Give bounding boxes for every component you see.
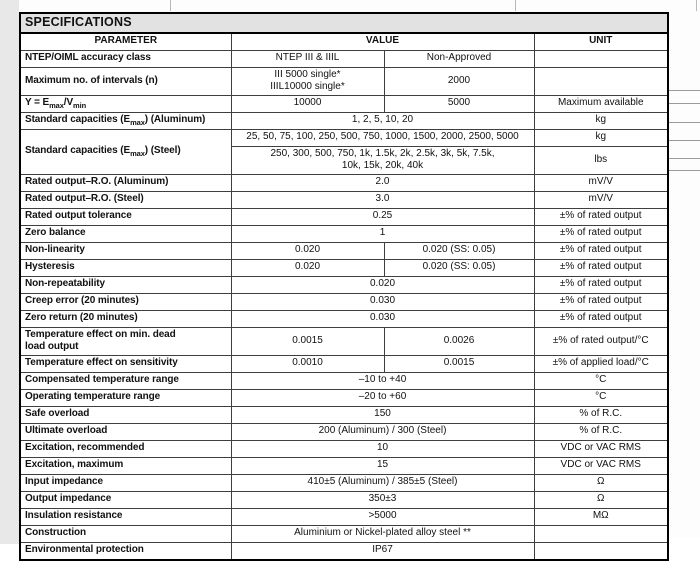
value-cell: 150 xyxy=(231,406,534,423)
cropped-table-above-remnant xyxy=(19,0,700,12)
unit-cell: MΩ xyxy=(534,508,668,525)
table-row xyxy=(20,457,668,474)
value-cell: 3.0 xyxy=(231,191,534,208)
table-row xyxy=(20,225,668,242)
table-row xyxy=(20,129,668,146)
unit-cell: Maximum available xyxy=(534,95,668,112)
value-cell: 5000 xyxy=(384,95,534,112)
value-line: 250, 300, 500, 750, 1k, 1.5k, 2k, 2.5k, 3k, 5k, 7.5k, xyxy=(270,147,495,159)
table-row xyxy=(20,406,668,423)
param-text: Y = E xyxy=(25,96,50,108)
value-cell xyxy=(231,146,534,174)
param-cell: Safe overload xyxy=(20,406,231,423)
param-text: ) (Steel) xyxy=(144,144,181,156)
value-cell: 0.020 (SS: 0.05) xyxy=(384,259,534,276)
value-cell: 2000 xyxy=(384,67,534,95)
param-text: /V xyxy=(63,96,74,108)
param-cell: Non-repeatability xyxy=(20,276,231,293)
remnant-gridline xyxy=(669,90,700,91)
param-cell xyxy=(20,129,231,174)
unit-cell: lbs xyxy=(534,146,668,174)
value-cell: Non-Approved xyxy=(384,50,534,67)
page-left-margin xyxy=(0,0,19,544)
remnant-gridline xyxy=(669,170,700,171)
table-row xyxy=(20,67,668,95)
unit-cell: mV/V xyxy=(534,191,668,208)
param-cell: Construction xyxy=(20,525,231,542)
col-header-value: VALUE xyxy=(231,33,534,51)
param-cell: Maximum no. of intervals (n) xyxy=(20,67,231,95)
table-row xyxy=(20,174,668,191)
value-cell: 10 xyxy=(231,440,534,457)
value-cell: IP67 xyxy=(231,542,534,560)
unit-cell: Ω xyxy=(534,474,668,491)
unit-cell: ±% of rated output xyxy=(534,225,668,242)
value-cell: –20 to +60 xyxy=(231,389,534,406)
unit-cell: % of R.C. xyxy=(534,423,668,440)
unit-cell: ±% of rated output xyxy=(534,259,668,276)
value-cell: >5000 xyxy=(231,508,534,525)
cropped-table-right-remnant xyxy=(669,12,700,537)
param-cell: Temperature effect on sensitivity xyxy=(20,355,231,372)
table-row xyxy=(20,372,668,389)
param-cell: NTEP/OIML accuracy class xyxy=(20,50,231,67)
table-row xyxy=(20,542,668,560)
table-row xyxy=(20,276,668,293)
value-cell: 0.0015 xyxy=(384,355,534,372)
unit-cell: VDC or VAC RMS xyxy=(534,457,668,474)
value-line: 10k, 15k, 20k, 40k xyxy=(341,160,424,172)
param-cell: Operating temperature range xyxy=(20,389,231,406)
unit-cell xyxy=(534,525,668,542)
value-cell: 0.020 (SS: 0.05) xyxy=(384,242,534,259)
param-cell: Hysteresis xyxy=(20,259,231,276)
value-cell: 1 xyxy=(231,225,534,242)
value-cell: –10 to +40 xyxy=(231,372,534,389)
value-cell: 0.0026 xyxy=(384,327,534,355)
param-cell: Rated output–R.O. (Aluminum) xyxy=(20,174,231,191)
value-cell: 0.0015 xyxy=(231,327,384,355)
remnant-gridline xyxy=(669,140,700,141)
param-subscript: min xyxy=(73,100,87,110)
value-cell: 0.020 xyxy=(231,259,384,276)
param-cell: Output impedance xyxy=(20,491,231,508)
param-cell: Creep error (20 minutes) xyxy=(20,293,231,310)
value-cell: 0.25 xyxy=(231,208,534,225)
param-cell: Rated output tolerance xyxy=(20,208,231,225)
specifications-table xyxy=(19,12,669,561)
param-cell: Compensated temperature range xyxy=(20,372,231,389)
table-row xyxy=(20,112,668,129)
value-cell: NTEP III & IIIL xyxy=(231,50,384,67)
value-cell: 200 (Aluminum) / 300 (Steel) xyxy=(231,423,534,440)
param-cell: Non-linearity xyxy=(20,242,231,259)
table-row xyxy=(20,259,668,276)
param-cell: Input impedance xyxy=(20,474,231,491)
unit-cell: ±% of rated output xyxy=(534,276,668,293)
param-subscript: max xyxy=(130,148,145,158)
unit-cell: kg xyxy=(534,112,668,129)
value-cell: 0.020 xyxy=(231,276,534,293)
unit-cell: % of R.C. xyxy=(534,406,668,423)
value-cell: 0.030 xyxy=(231,310,534,327)
table-row xyxy=(20,440,668,457)
param-line: Temperature effect on min. dead xyxy=(25,328,176,340)
unit-cell: ±% of rated output xyxy=(534,310,668,327)
param-text: Standard capacities (E xyxy=(25,113,131,125)
table-row xyxy=(20,525,668,542)
value-cell: 25, 50, 75, 100, 250, 500, 750, 1000, 1500, 2000, 2500, 5000 xyxy=(231,129,534,146)
table-title: SPECIFICATIONS xyxy=(20,13,668,33)
remnant-gridline xyxy=(515,0,516,11)
table-row xyxy=(20,310,668,327)
table-row xyxy=(20,50,668,67)
remnant-gridline xyxy=(669,103,700,104)
table-row xyxy=(20,242,668,259)
unit-cell xyxy=(534,67,668,95)
table-row xyxy=(20,474,668,491)
remnant-gridline xyxy=(669,158,700,159)
param-subscript: max xyxy=(49,100,64,110)
param-cell: Environmental protection xyxy=(20,542,231,560)
unit-cell: ±% of rated output xyxy=(534,242,668,259)
unit-cell: mV/V xyxy=(534,174,668,191)
table-row xyxy=(20,191,668,208)
value-cell: Aluminium or Nickel-plated alloy steel ** xyxy=(231,525,534,542)
value-cell: 15 xyxy=(231,457,534,474)
param-subscript: max xyxy=(130,117,145,127)
table-row xyxy=(20,293,668,310)
value-cell: 1, 2, 5, 10, 20 xyxy=(231,112,534,129)
unit-cell xyxy=(534,50,668,67)
param-text: ) (Aluminum) xyxy=(144,113,206,125)
unit-cell: °C xyxy=(534,372,668,389)
unit-cell: ±% of rated output/°C xyxy=(534,327,668,355)
unit-cell: kg xyxy=(534,129,668,146)
param-cell: Excitation, maximum xyxy=(20,457,231,474)
table-row xyxy=(20,327,668,355)
param-cell: Zero balance xyxy=(20,225,231,242)
table-row xyxy=(20,95,668,112)
col-header-parameter: PARAMETER xyxy=(20,33,231,51)
unit-cell: ±% of rated output xyxy=(534,208,668,225)
remnant-gridline xyxy=(170,0,171,11)
value-cell: 10000 xyxy=(231,95,384,112)
param-cell xyxy=(20,112,231,129)
value-cell: 0.030 xyxy=(231,293,534,310)
value-cell: 410±5 (Aluminum) / 385±5 (Steel) xyxy=(231,474,534,491)
param-cell: Excitation, recommended xyxy=(20,440,231,457)
unit-cell: ±% of rated output xyxy=(534,293,668,310)
unit-cell: Ω xyxy=(534,491,668,508)
param-cell: Insulation resistance xyxy=(20,508,231,525)
unit-cell xyxy=(534,542,668,560)
value-line: III 5000 single* xyxy=(274,68,341,80)
col-header-unit: UNIT xyxy=(534,33,668,51)
column-header-row xyxy=(20,33,668,51)
value-cell: 0.020 xyxy=(231,242,384,259)
table-row xyxy=(20,389,668,406)
remnant-gridline xyxy=(669,122,700,123)
table-row xyxy=(20,208,668,225)
value-cell: 0.0010 xyxy=(231,355,384,372)
unit-cell: VDC or VAC RMS xyxy=(534,440,668,457)
value-cell: 2.0 xyxy=(231,174,534,191)
param-cell: Ultimate overload xyxy=(20,423,231,440)
param-cell: Rated output–R.O. (Steel) xyxy=(20,191,231,208)
table-row xyxy=(20,355,668,372)
unit-cell: ±% of applied load/°C xyxy=(534,355,668,372)
table-row xyxy=(20,491,668,508)
unit-cell: °C xyxy=(534,389,668,406)
param-text: Standard capacities (E xyxy=(25,144,131,156)
value-cell: 350±3 xyxy=(231,491,534,508)
table-row xyxy=(20,508,668,525)
param-cell xyxy=(20,327,231,355)
remnant-gridline xyxy=(696,0,697,11)
param-cell xyxy=(20,95,231,112)
table-row xyxy=(20,423,668,440)
value-line: IIIL10000 single* xyxy=(270,81,345,93)
table-title-row xyxy=(20,13,668,33)
param-cell: Zero return (20 minutes) xyxy=(20,310,231,327)
value-cell xyxy=(231,67,384,95)
param-line: load output xyxy=(25,341,79,353)
